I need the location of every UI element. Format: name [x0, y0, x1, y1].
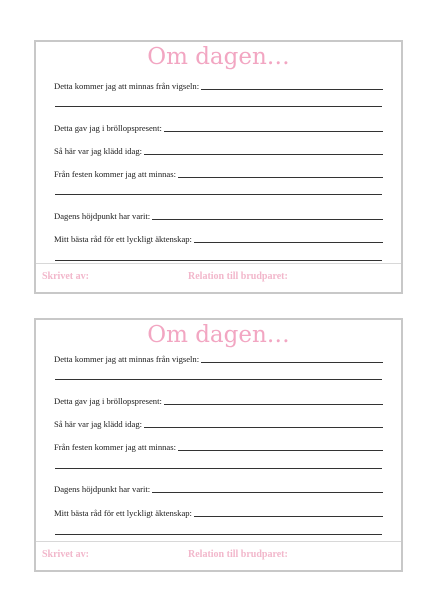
field-outfit[interactable] — [54, 416, 383, 430]
field-gift[interactable] — [54, 393, 383, 407]
field-label: Dagens höjdpunkt har varit: — [54, 211, 151, 221]
fill-line[interactable] — [164, 131, 383, 132]
field-label: Detta kommer jag att minnas från vigseln: — [54, 81, 200, 91]
field-label: Mitt bästa råd för ett lyckligt äktenskap: — [54, 234, 192, 244]
fill-line[interactable] — [152, 492, 383, 493]
extra-fill-line[interactable] — [55, 260, 382, 261]
field-label: Mitt bästa råd för ett lyckligt äktenskap: — [54, 508, 192, 518]
written-by-label: Skrivet av: — [42, 549, 89, 560]
field-label: Detta kommer jag att minnas från vigseln: — [54, 354, 200, 364]
fill-line[interactable] — [194, 242, 383, 243]
extra-fill-line[interactable] — [55, 468, 382, 469]
extra-fill-line[interactable] — [55, 106, 382, 107]
fill-line[interactable] — [201, 89, 383, 90]
fill-line[interactable] — [164, 404, 383, 405]
field-ceremony-memory[interactable] — [54, 351, 383, 365]
relation-label: Relation till brudparet: — [188, 271, 288, 282]
extra-fill-line[interactable] — [55, 194, 382, 195]
field-label: Från festen kommer jag att minnas: — [54, 442, 176, 452]
card-title: Om dagen… — [147, 322, 290, 348]
card-title: Om dagen… — [147, 44, 290, 70]
field-highlight[interactable] — [54, 481, 383, 495]
fill-line[interactable] — [144, 427, 383, 428]
relation-label: Relation till brudparet: — [188, 549, 288, 560]
field-ceremony-memory[interactable] — [54, 78, 383, 92]
field-party-memory[interactable] — [54, 166, 383, 180]
fill-line[interactable] — [194, 516, 383, 517]
fill-line[interactable] — [178, 177, 383, 178]
memory-card-bottom — [34, 318, 403, 572]
fill-line[interactable] — [152, 219, 383, 220]
field-marriage-advice[interactable] — [54, 505, 383, 519]
field-highlight[interactable] — [54, 208, 383, 222]
memory-card-top — [34, 40, 403, 294]
extra-fill-line[interactable] — [55, 379, 382, 380]
extra-fill-line[interactable] — [55, 534, 382, 535]
field-marriage-advice[interactable] — [54, 231, 383, 245]
field-gift[interactable] — [54, 120, 383, 134]
fill-line[interactable] — [178, 450, 383, 451]
card-footer — [36, 263, 401, 292]
field-label: Dagens höjdpunkt har varit: — [54, 484, 151, 494]
field-label: Från festen kommer jag att minnas: — [54, 169, 176, 179]
field-label: Detta gav jag i bröllopspresent: — [54, 396, 162, 406]
fill-line[interactable] — [201, 362, 383, 363]
field-party-memory[interactable] — [54, 439, 383, 453]
card-footer — [36, 541, 401, 570]
written-by-label: Skrivet av: — [42, 271, 89, 282]
field-label: Så här var jag klädd idag: — [54, 419, 143, 429]
field-label: Detta gav jag i bröllopspresent: — [54, 123, 162, 133]
field-label: Så här var jag klädd idag: — [54, 146, 143, 156]
field-outfit[interactable] — [54, 143, 383, 157]
fill-line[interactable] — [144, 154, 383, 155]
